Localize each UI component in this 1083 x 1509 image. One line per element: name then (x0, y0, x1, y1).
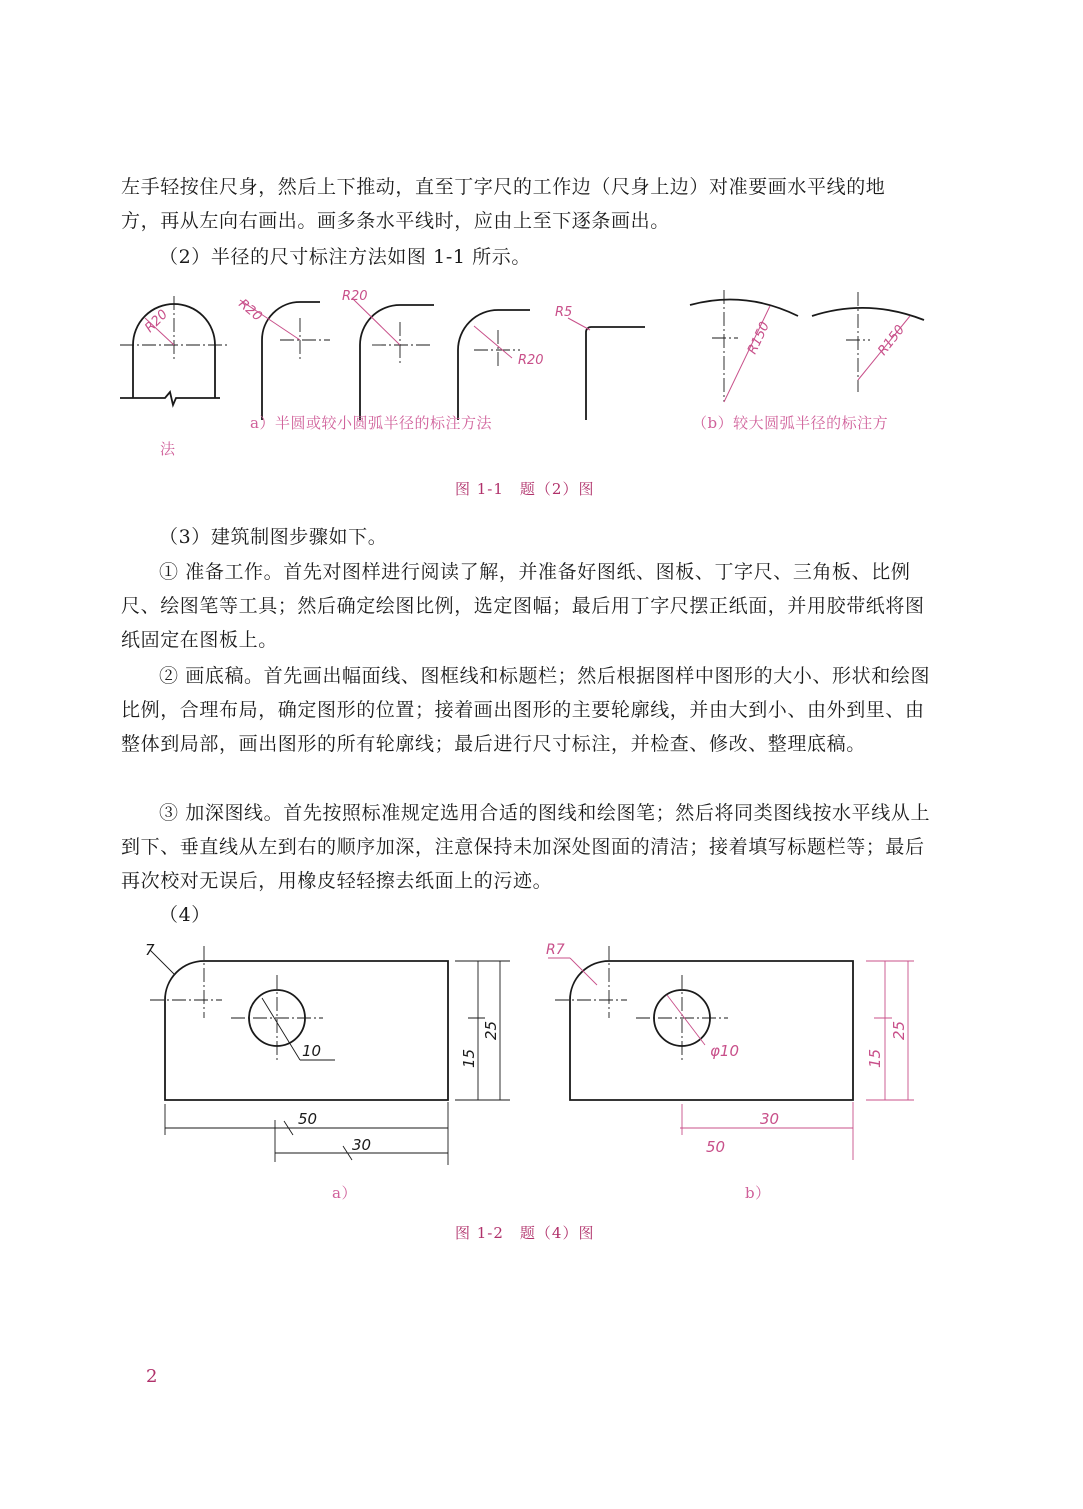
figure-1-2-sub-b: b） (745, 1184, 771, 1202)
label-b-width-30: 30 (760, 1110, 780, 1128)
figure-1-1-sub-b: （b）较大圆弧半径的标注方 (692, 414, 889, 432)
label-r150: R150 (745, 319, 773, 357)
label-a-width-30: 30 (352, 1136, 372, 1154)
paragraph-continued (121, 170, 937, 238)
page-number: 2 (146, 1366, 158, 1387)
label-r20: R20 (518, 353, 544, 368)
label-a-diameter: 10 (302, 1042, 322, 1060)
figure-1-2-caption: 图 1-2 题（4）图 (455, 1224, 595, 1242)
label-a-height-15: 15 (460, 1048, 478, 1068)
figure-1-2-a-centerlines (150, 946, 510, 1165)
step-3: ③ 加深图线。首先按照标准规定选用合适的图线和绘图笔；然后将同类图线按水平线从上到下、垂直线从左到右的顺序加深，注意保持未加深处图面的清洁；接着填写标题栏等；最后再次校对无误后，用橡皮轻轻擦去纸面上的污迹。 (121, 802, 931, 892)
label-b-height-25: 25 (890, 1020, 908, 1040)
label-a-width-50: 50 (298, 1110, 318, 1128)
figure-1-2 (130, 935, 930, 1165)
label-r20: R20 (342, 289, 368, 304)
label-b-height-15: 15 (866, 1048, 884, 1068)
text-line: 左手轻按住尺身，然后上下推动，直至丁字尺的工作边（尺身上边）对准要画水平线的地 (121, 176, 886, 198)
figure-1-2-sub-a: a） (332, 1184, 357, 1202)
text-line: 方，再从左向右画出。画多条水平线时，应由上至下逐条画出。 (121, 210, 670, 232)
figure-1-2-a-outline (165, 961, 448, 1100)
figure-1-2-b-centerlines (555, 946, 728, 1062)
figure-1-1 (110, 280, 940, 420)
label-b-radius: R7 (546, 942, 565, 958)
label-a-height-25: 25 (482, 1020, 500, 1040)
label-a-radius: 7 (145, 941, 155, 959)
item-4: （4） (159, 904, 211, 926)
figure-1-2-b-outline (570, 961, 853, 1100)
label-r150: R150 (875, 322, 908, 359)
step-1: ① 准备工作。首先对图样进行阅读了解，并准备好图纸、图板、丁字尺、三角板、比例尺、绘图笔等工具；然后确定绘图比例，选定图幅；最后用丁字尺摆正纸面，并用胶带纸将图纸固定在图板上。 (121, 561, 925, 651)
figure-1-1-sub-a: a）半圆或较小圆弧半径的标注方法 (250, 414, 492, 432)
figure-1-1-caption: 图 1-1 题（2）图 (455, 480, 595, 498)
figure-1-1-sub-a-wrap: 法 (160, 440, 176, 458)
label-r20: R20 (142, 307, 171, 336)
item-3: （3）建筑制图步骤如下。 (159, 526, 388, 548)
label-r5: R5 (555, 305, 573, 320)
item-2: （2）半径的尺寸标注方法如图 1-1 所示。 (159, 246, 531, 268)
step-2: ② 画底稿。首先画出幅面线、图框线和标题栏；然后根据图样中图形的大小、形状和绘图比例，合理布局，确定图形的位置；接着画出图形的主要轮廓线，并由大到小、由外到里、由整体到局部，画出图形的所有轮廓线；最后进行尺寸标注，并检查、修改、整理底稿。 (121, 665, 931, 755)
label-b-diameter: φ10 (710, 1042, 739, 1060)
label-b-width-50: 50 (706, 1138, 726, 1156)
label-r20: R20 (235, 296, 265, 325)
